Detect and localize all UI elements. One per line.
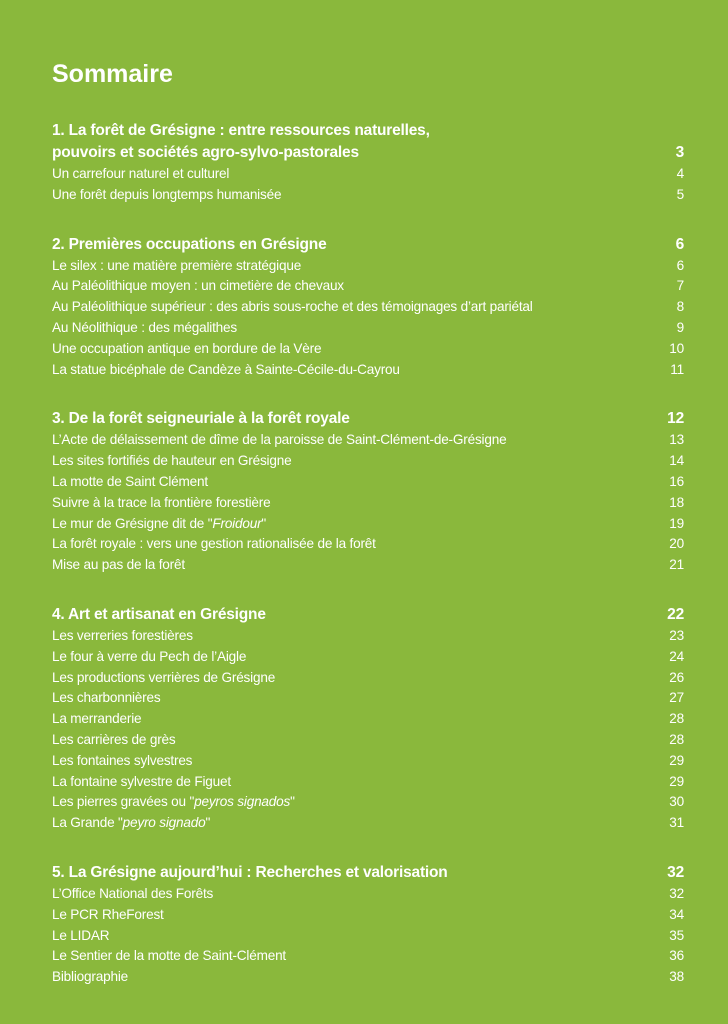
toc-section-3 <box>52 408 684 576</box>
page-number: 9 <box>676 319 684 335</box>
page-number: 29 <box>669 752 684 768</box>
page-number: 23 <box>669 627 684 643</box>
toc-entry[interactable] <box>52 946 684 967</box>
toc-entry[interactable] <box>52 451 684 472</box>
section-heading[interactable] <box>52 142 684 164</box>
toc-entry[interactable] <box>52 668 684 689</box>
toc-entry[interactable] <box>52 514 684 535</box>
toc-entry[interactable] <box>52 709 684 730</box>
toc-entry-label: Suivre à la trace la frontière forestière <box>52 494 271 510</box>
toc-entry[interactable] <box>52 730 684 751</box>
page-number: 12 <box>667 410 684 428</box>
toc-entry-label: Les fontaines sylvestres <box>52 752 193 768</box>
page-number: 30 <box>669 794 684 810</box>
toc-entry[interactable] <box>52 792 684 813</box>
toc-entry[interactable] <box>52 926 684 947</box>
toc-entry-label: Les sites fortifiés de hauteur en Grésigne <box>52 453 292 469</box>
page-number: 14 <box>669 453 684 469</box>
toc-entry-label: Une forêt depuis longtemps humanisée <box>52 186 282 202</box>
section-heading-label: 2. Premières occupations en Grésigne <box>52 235 327 253</box>
table-of-contents <box>52 58 684 1016</box>
toc-entry-label: La merranderie <box>52 711 142 727</box>
section-heading[interactable] <box>52 862 684 884</box>
toc-section-4 <box>52 604 684 834</box>
page-number: 5 <box>676 186 684 202</box>
toc-entry[interactable] <box>52 813 684 834</box>
page-number: 18 <box>669 494 684 510</box>
toc-entry[interactable] <box>52 430 684 451</box>
section-heading-line1: 1. La forêt de Grésigne : entre ressources naturelles, <box>52 122 430 139</box>
page-number: 11 <box>670 361 684 377</box>
page-number: 20 <box>669 536 684 552</box>
toc-entry-label: Les charbonnières <box>52 690 161 706</box>
page-number: 8 <box>676 299 684 315</box>
toc-entry[interactable] <box>52 276 684 297</box>
page-number: 21 <box>669 557 684 573</box>
toc-entry[interactable] <box>52 256 684 277</box>
page-number: 6 <box>676 257 684 273</box>
toc-entry-label: L’Acte de délaissement de dîme de la paroisse de Saint-Clément-de-Grésigne <box>52 432 507 448</box>
toc-entry[interactable] <box>52 164 684 185</box>
section-heading-label: 3. De la forêt seigneuriale à la forêt royale <box>52 410 350 428</box>
page-number: 35 <box>669 927 684 943</box>
toc-entry-label: Un carrefour naturel et culturel <box>52 166 230 181</box>
toc-entry-label: Les productions verrières de Grésigne <box>52 669 276 685</box>
toc-section-2 <box>52 234 684 381</box>
toc-entry-label: La motte de Saint Clément <box>52 473 208 489</box>
page-number: 34 <box>669 906 684 922</box>
toc-entry-label: Une occupation antique en bordure de la Vère <box>52 340 322 356</box>
toc-entry-label: La fontaine sylvestre de Figuet <box>52 773 231 789</box>
toc-entry[interactable] <box>52 318 684 339</box>
toc-entry[interactable] <box>52 751 684 772</box>
toc-entry[interactable] <box>52 555 684 576</box>
section-heading-label: 5. La Grésigne aujourd’hui : Recherches et valorisation <box>52 863 448 881</box>
section-heading[interactable] <box>52 234 684 256</box>
toc-entry-label-italic: peyro signado <box>122 815 206 831</box>
page-number: 28 <box>669 711 684 727</box>
page-title: Sommaire <box>52 60 173 88</box>
toc-entry-label-italic: Froidour <box>212 515 262 531</box>
toc-entry[interactable] <box>52 772 684 793</box>
page-number: 29 <box>669 773 684 789</box>
toc-section-1 <box>52 120 684 206</box>
toc-entry-label: Le four à verre du Pech de l’Aigle <box>52 648 247 664</box>
page-number: 32 <box>667 863 684 881</box>
toc-entry[interactable] <box>52 493 684 514</box>
toc-entry-label: Le LIDAR <box>52 927 110 943</box>
page-number: 36 <box>669 948 684 964</box>
toc-entry[interactable] <box>52 688 684 709</box>
toc-entry-label: Les verreries forestières <box>52 627 193 643</box>
toc-entry-label-italic: peyros signados <box>194 794 291 810</box>
toc-entry-label-text: La Grande <box>52 815 119 831</box>
toc-entry-label: Au Paléolithique moyen : un cimetière de chevaux <box>52 278 344 294</box>
page-number: 4 <box>676 166 684 181</box>
toc-entry-label: Au Paléolithique supérieur : des abris sous-roche et des témoignages d’art pariétal <box>52 299 533 315</box>
page-number: 22 <box>667 605 684 623</box>
toc-entry-label: Le Sentier de la motte de Saint-Clément <box>52 948 287 964</box>
page-number: 19 <box>669 515 684 531</box>
section-heading-label: 4. Art et artisanat en Grésigne <box>52 605 266 623</box>
page-number: 28 <box>669 731 684 747</box>
page-number: 6 <box>675 235 684 253</box>
toc-entry-label: Le mur de Grésigne dit de "Froidour" <box>52 515 267 531</box>
toc-entry[interactable] <box>52 626 684 647</box>
toc-entry-label: L’Office National des Forêts <box>52 885 214 901</box>
toc-entry-label: Le silex : une matière première stratégique <box>52 257 302 273</box>
page-number: 27 <box>669 690 684 706</box>
toc-entry[interactable] <box>52 647 684 668</box>
toc-entry-label: Les carrières de grès <box>52 731 176 747</box>
toc-entry-label: Bibliographie <box>52 969 128 985</box>
toc-entry[interactable] <box>52 297 684 318</box>
toc-entry-label: Mise au pas de la forêt <box>52 557 185 573</box>
toc-entry[interactable] <box>52 360 684 381</box>
toc-entry[interactable] <box>52 472 684 493</box>
page-number: 13 <box>669 432 684 448</box>
toc-section-5 <box>52 862 684 988</box>
toc-entry-label: La Grande "peyro signado" <box>52 815 211 831</box>
page-number: 10 <box>669 340 684 356</box>
page-number: 31 <box>669 815 684 831</box>
toc-entry-label: Les pierres gravées ou "peyros signados" <box>52 794 295 810</box>
toc-entry[interactable] <box>52 185 684 206</box>
page-number: 38 <box>669 969 684 985</box>
toc-entry-label-text: Les pierres gravées ou <box>52 794 190 810</box>
page-number: 7 <box>676 278 684 294</box>
toc-entry-label: Le PCR RheForest <box>52 906 164 922</box>
section-heading[interactable] <box>52 604 684 626</box>
toc-entry-label-text: Le mur de Grésigne dit de <box>52 515 208 531</box>
toc-entry[interactable] <box>52 884 684 905</box>
toc-entry[interactable] <box>52 905 684 926</box>
toc-entry[interactable] <box>52 534 684 555</box>
page-number: 24 <box>669 648 684 664</box>
page-number: 32 <box>669 885 684 901</box>
page-number: 16 <box>669 473 684 489</box>
page-number: 26 <box>669 669 684 685</box>
section-heading-label: pouvoirs et sociétés agro-sylvo-pastorales <box>52 144 359 161</box>
toc-entry[interactable] <box>52 339 684 360</box>
section-heading[interactable] <box>52 408 684 430</box>
toc-entry-label: La statue bicéphale de Candèze à Sainte-Cécile-du-Cayrou <box>52 361 400 377</box>
page-number: 3 <box>675 144 684 161</box>
toc-entry[interactable] <box>52 967 684 988</box>
toc-entry-label: La forêt royale : vers une gestion rationalisée de la forêt <box>52 536 376 552</box>
toc-entry-label: Au Néolithique : des mégalithes <box>52 319 237 335</box>
